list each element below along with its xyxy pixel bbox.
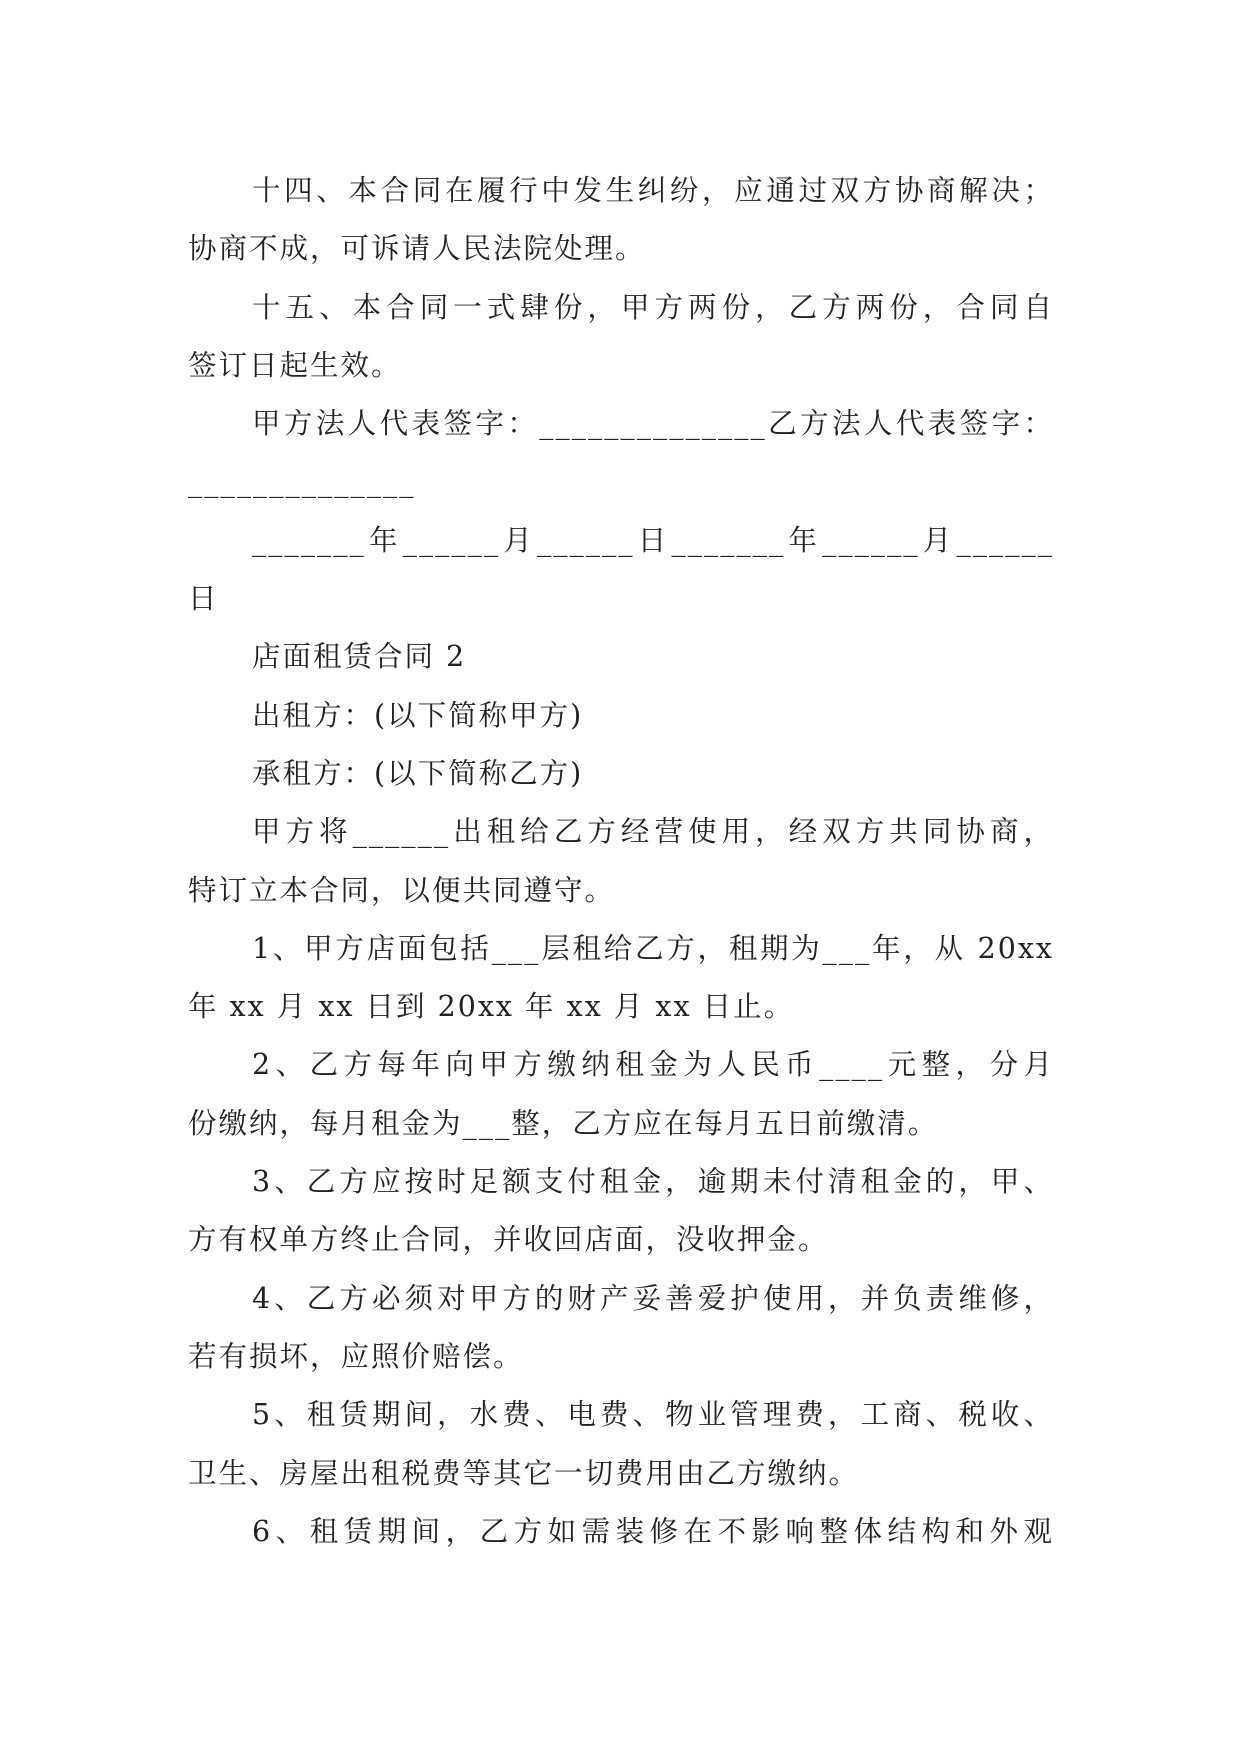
- text-line: 甲方将______出租给乙方经营使用，经双方共同协商，: [252, 815, 1054, 849]
- clause-4: 4、乙方必须对甲方的财产妥善爱护使用，并负责维修，: [252, 1281, 1054, 1315]
- text-line: 方有权单方终止合同，并收回店面，没收押金。: [188, 1223, 829, 1257]
- signature-blank: ______________: [188, 465, 416, 499]
- contract-body: [188, 162, 1054, 1561]
- text-line: 签订日起生效。: [188, 348, 402, 382]
- text-line: 十四、本合同在履行中发生纠纷，应通过双方协商解决；: [252, 174, 1054, 207]
- clause-2: 2、乙方每年向甲方缴纳租金为人民币____元整，分月: [252, 1048, 1054, 1082]
- text-line: 协商不成，可诉请人民法院处理。: [188, 232, 646, 266]
- text-line: 日: [188, 582, 219, 616]
- clause-1: 1、甲方店面包括___层租给乙方，租期为___年，从 20xx: [252, 931, 1054, 965]
- lessor-line: 出租方：(以下简称甲方): [252, 698, 584, 732]
- text-line: 十五、本合同一式肆份，甲方两份，乙方两份，合同自: [252, 290, 1054, 324]
- clause-6: 6、租赁期间，乙方如需装修在不影响整体结构和外观: [252, 1514, 1054, 1548]
- text-line: 份缴纳，每月租金为___整，乙方应在每月五日前缴清。: [188, 1106, 939, 1140]
- date-line: _______年______月______日_______年______月______: [252, 523, 1054, 557]
- text-line: 特订立本合同，以便共同遵守。: [188, 873, 616, 907]
- section-title: 店面租赁合同 2: [252, 640, 467, 674]
- signature-line: 甲方法人代表签字：______________乙方法人代表签字：: [252, 407, 1054, 441]
- text-line: 年 xx 月 xx 日到 20xx 年 xx 月 xx 日止。: [188, 990, 795, 1024]
- clause-5: 5、租赁期间，水费、电费、物业管理费，工商、税收、: [252, 1398, 1054, 1432]
- text-line: 若有损坏，应照价赔偿。: [188, 1339, 524, 1373]
- lessee-line: 承租方：(以下简称乙方): [252, 756, 584, 790]
- clause-3: 3、乙方应按时足额支付租金，逾期未付清租金的，甲、: [252, 1165, 1054, 1199]
- text-line: 卫生、房屋出租税费等其它一切费用由乙方缴纳。: [188, 1456, 860, 1490]
